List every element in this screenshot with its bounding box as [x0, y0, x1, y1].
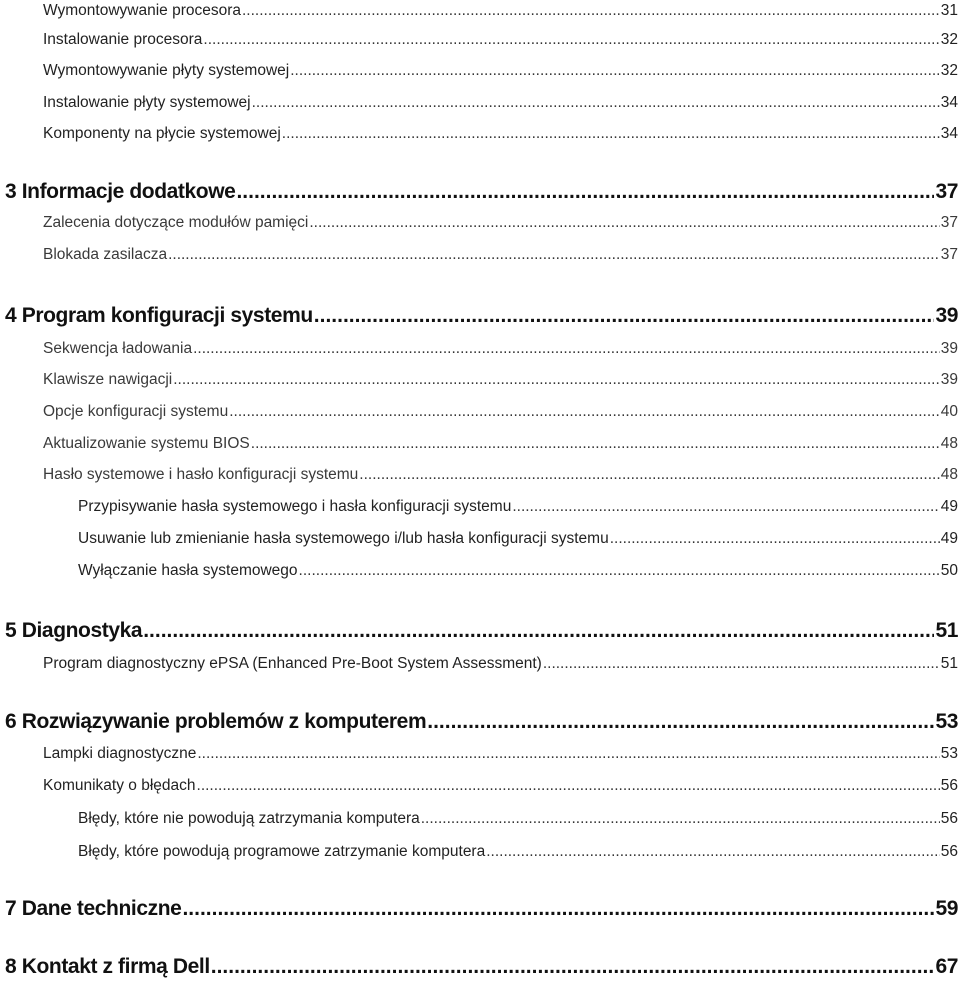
toc-section-entry[interactable] [43, 246, 958, 264]
toc-entry-title: Komponenty na płycie systemowej [43, 125, 281, 142]
toc-entry-title: Przypisywanie hasła systemowego i hasła konfiguracji systemu [78, 498, 512, 515]
toc-page-number: 56 [940, 843, 958, 860]
toc-subsubsection-entry[interactable] [78, 530, 958, 548]
toc-entry-title: Błędy, które nie powodują zatrzymania komputera [78, 810, 420, 827]
toc-chapter-entry[interactable] [5, 180, 958, 204]
dot-leader [229, 403, 940, 421]
toc-page-number: 32 [940, 31, 958, 48]
dot-leader [290, 62, 940, 80]
toc-entry-title: Instalowanie procesora [43, 31, 203, 48]
dot-leader [299, 562, 940, 580]
toc-page-number: 48 [940, 466, 958, 483]
dot-leader [168, 246, 940, 264]
toc-entry-title: 4 Program konfiguracji systemu [5, 304, 313, 327]
toc-page-number: 39 [940, 340, 958, 357]
toc-entry-title: 3 Informacje dodatkowe [5, 180, 236, 203]
toc-section-entry[interactable] [43, 125, 958, 143]
toc-entry-title: Usuwanie lub zmienianie hasła systemowego i/lub hasła konfiguracji systemu [78, 530, 609, 547]
toc-chapter-entry[interactable] [5, 955, 958, 979]
toc-section-entry[interactable] [43, 777, 958, 795]
toc-entry-title: Lampki diagnostyczne [43, 745, 197, 762]
toc-page-number: 49 [940, 498, 958, 515]
toc-entry-title: Instalowanie płyty systemowej [43, 94, 251, 111]
toc-subsubsection-entry[interactable] [78, 498, 958, 516]
dot-leader [211, 955, 935, 979]
dot-leader [421, 810, 940, 828]
toc-entry-title: Blokada zasilacza [43, 246, 168, 263]
dot-leader [359, 466, 939, 484]
toc-chapter-entry[interactable] [5, 897, 958, 921]
toc-subsubsection-entry[interactable] [78, 810, 958, 828]
toc-page-number: 51 [935, 619, 958, 642]
toc-page-number: 37 [935, 180, 958, 203]
toc-entry-title: Sekwencja ładowania [43, 340, 193, 357]
toc-chapter-entry[interactable] [5, 710, 958, 734]
toc-page-number: 53 [935, 710, 958, 733]
toc-section-entry[interactable] [43, 745, 958, 763]
toc-chapter-entry[interactable] [5, 304, 958, 328]
toc-section-entry[interactable] [43, 94, 958, 112]
toc-entry-title: 8 Kontakt z firmą Dell [5, 955, 210, 978]
toc-page-number: 34 [940, 125, 958, 142]
toc-chapter-entry[interactable] [5, 619, 958, 643]
toc-entry-title: Opcje konfiguracji systemu [43, 403, 229, 420]
toc-entry-title: Wyłączanie hasła systemowego [78, 562, 298, 579]
toc-section-entry[interactable] [43, 2, 958, 20]
toc-page-number: 39 [940, 371, 958, 388]
toc-section-entry[interactable] [43, 371, 958, 389]
toc-page-number: 48 [940, 435, 958, 452]
toc-entry-title: Wymontowywanie procesora [43, 2, 241, 19]
dot-leader [197, 745, 939, 763]
toc-page-number: 50 [940, 562, 958, 579]
dot-leader [486, 843, 940, 861]
toc-section-entry[interactable] [43, 31, 958, 49]
dot-leader [512, 498, 939, 516]
toc-entry-title: Aktualizowanie systemu BIOS [43, 435, 250, 452]
toc-entry-title: Wymontowywanie płyty systemowej [43, 62, 290, 79]
toc-entry-title: Klawisze nawigacji [43, 371, 173, 388]
dot-leader [251, 435, 940, 453]
toc-page-number: 51 [940, 655, 958, 672]
toc-page-number: 59 [935, 897, 958, 920]
toc-page-number: 56 [940, 810, 958, 827]
dot-leader [314, 304, 935, 328]
toc-page-number: 49 [940, 530, 958, 547]
toc-page-number: 32 [940, 62, 958, 79]
toc-entry-title: 6 Rozwiązywanie problemów z komputerem [5, 710, 427, 733]
dot-leader [182, 897, 934, 921]
dot-leader [282, 125, 940, 143]
toc-page-number: 53 [940, 745, 958, 762]
toc-section-entry[interactable] [43, 62, 958, 80]
dot-leader [236, 180, 934, 204]
toc-page-number: 67 [935, 955, 958, 978]
toc-section-entry[interactable] [43, 466, 958, 484]
toc-entry-title: Hasło systemowe i hasło konfiguracji systemu [43, 466, 359, 483]
toc-page-number: 31 [940, 2, 958, 19]
dot-leader [242, 2, 940, 20]
dot-leader [173, 371, 940, 389]
dot-leader [543, 655, 940, 673]
toc-subsubsection-entry[interactable] [78, 562, 958, 580]
toc-section-entry[interactable] [43, 403, 958, 421]
toc-entry-title: Program diagnostyczny ePSA (Enhanced Pre-Boot System Assessment) [43, 655, 542, 672]
toc-subsubsection-entry[interactable] [78, 843, 958, 861]
toc-entry-title: 5 Diagnostyka [5, 619, 143, 642]
toc-page-number: 39 [935, 304, 958, 327]
toc-page-number: 56 [940, 777, 958, 794]
dot-leader [610, 530, 940, 548]
toc-entry-title: Komunikaty o błędach [43, 777, 196, 794]
toc-section-entry[interactable] [43, 435, 958, 453]
toc-entry-title: Błędy, które powodują programowe zatrzymanie komputera [78, 843, 486, 860]
dot-leader [309, 214, 939, 232]
dot-leader [427, 710, 934, 734]
toc-page-number: 37 [940, 246, 958, 263]
dot-leader [197, 777, 940, 795]
dot-leader [143, 619, 934, 643]
toc-section-entry[interactable] [43, 214, 958, 232]
toc-page-number: 37 [940, 214, 958, 231]
toc-entry-title: Zalecenia dotyczące modułów pamięci [43, 214, 309, 231]
dot-leader [203, 31, 939, 49]
toc-page-number: 40 [940, 403, 958, 420]
toc-section-entry[interactable] [43, 340, 958, 358]
toc-section-entry[interactable] [43, 655, 958, 673]
dot-leader [252, 94, 940, 112]
toc-page-number: 34 [940, 94, 958, 111]
dot-leader [193, 340, 940, 358]
toc-entry-title: 7 Dane techniczne [5, 897, 182, 920]
